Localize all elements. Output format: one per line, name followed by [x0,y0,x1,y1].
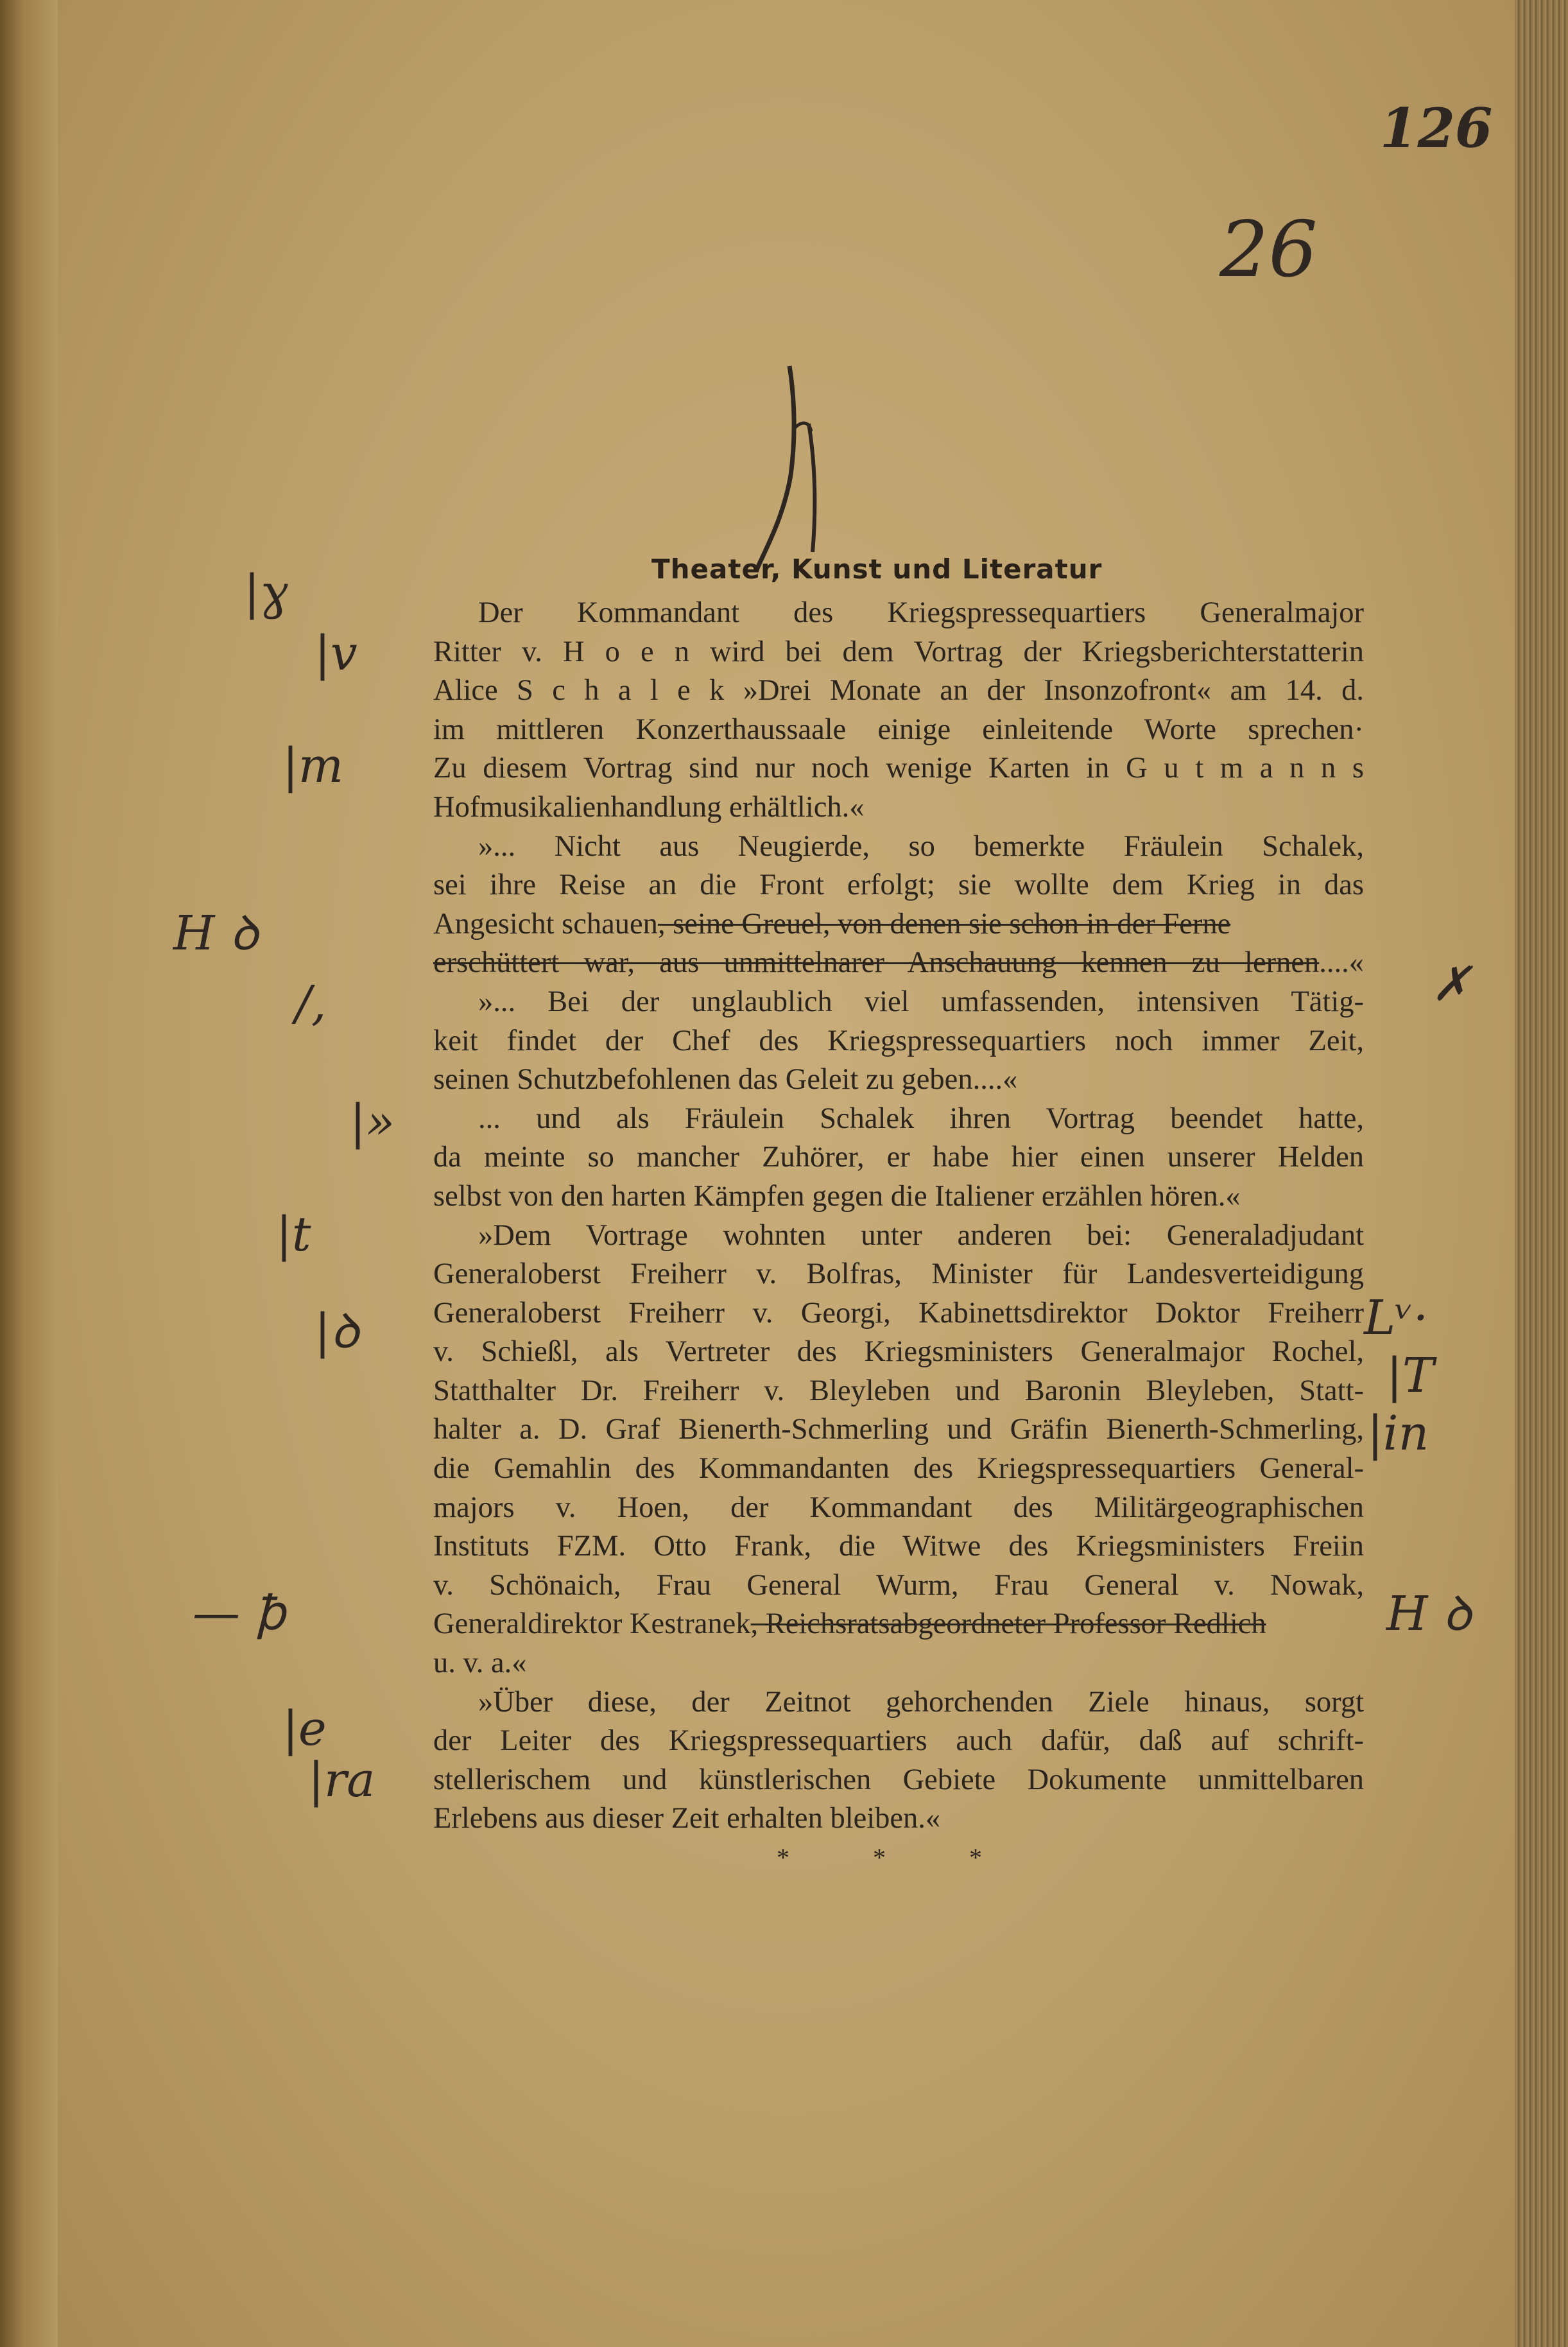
line-text: »Über diese, der Zeitnot gehorchenden Ziele hinaus, sorgt [478,1685,1364,1719]
line-text: ... und als Fräulein Schalek ihren Vortrag beendet hatte, [478,1102,1364,1135]
text-line [433,1100,1364,1139]
text-line [433,866,1364,905]
text-line [433,594,1364,633]
struck-text: , Reichsratsabgeordneter Professor Redlich [750,1607,1266,1641]
line-text: seinen Schutzbefohlenen das Geleit zu geben....« [433,1063,1018,1096]
line-text: da meinte so mancher Zuhörer, er habe hier einen unserer Helden [433,1141,1364,1174]
text-line [433,827,1364,867]
line-text: stellerischem und künstlerischen Gebiete Dokumente unmittelbaren [433,1763,1364,1796]
text-line [433,1410,1364,1450]
book-spine [0,0,58,2347]
line-text: der Leiter des Kriegspressequartiers auch dafür, daß auf schrift- [433,1724,1364,1758]
line-tail: ....« [1319,946,1364,980]
margin-note: |v [314,626,358,681]
struck-text: , seine Greuel, von denen sie schon in der Ferne [657,907,1231,940]
text-line [433,983,1364,1022]
handwritten-large-mark-icon [745,359,841,578]
struck-text: erschüttert war, aus unmittelnarer Anschauung kennen zu lernen [433,946,1320,980]
line-text: Erlebens aus dieser Zeit erhalten bleiben.« [433,1802,941,1835]
text-line [433,905,1364,944]
line-text: halter a. D. Graf Bienerth-Schmerling und Gräfin Bienerth-Schmerling, [433,1413,1364,1446]
margin-note: ✗ [1431,957,1472,1012]
line-text: majors v. Hoen, der Kommandant des Militärgeographischen [433,1491,1364,1524]
margin-note: |ra [308,1753,375,1808]
text-line [433,1372,1364,1411]
line-text: Generaldirektor Kestranek [433,1607,751,1641]
text-line [433,671,1364,711]
section-ornament: * * * [777,1843,1021,1872]
line-text: Generaloberst Freiherr v. Bolfras, Minister für Landesverteidigung [433,1258,1364,1291]
text-line [433,1138,1364,1177]
margin-note: |in [1367,1406,1429,1461]
text-line [433,633,1364,672]
margin-note: H ꝺ [173,906,259,961]
margin-note: |ꝺ [314,1304,359,1359]
margin-note: |e [282,1701,327,1756]
line-text: u. v. a.« [433,1647,527,1680]
margin-note: |ɣ [244,565,289,620]
margin-note: |T [1386,1348,1434,1403]
text-line [433,1022,1364,1061]
line-text: Hofmusikalienhandlung erhältlich.« [433,790,865,824]
text-line [433,1061,1364,1100]
line-text: Ritter v. H o e n wird bei dem Vortrag der Kriegsberichterstatterin [433,635,1364,668]
text-line [433,1722,1364,1761]
line-text: Angesicht schauen [433,907,658,940]
text-line [433,1799,1364,1839]
line-text: v. Schießl, als Vertreter des Kriegsministers Generalmajor Rochel, [433,1335,1364,1369]
line-text: sei ihre Reise an die Front erfolgt; sie wollte dem Krieg in das [433,869,1364,902]
text-line [433,1683,1364,1722]
text-line [433,1450,1364,1489]
line-text: im mittleren Konzerthaussaale einige einleitende Worte sprechen· [433,713,1364,746]
page-edges [1515,0,1568,2347]
text-line [433,1294,1364,1333]
folio-number: 126 [1380,96,1493,160]
margin-note: |» [350,1095,395,1150]
margin-note: /, [295,976,327,1031]
line-text: Zu diesem Vortrag sind nur noch wenige Karten in G u t m a n n s [433,752,1364,785]
text-line [433,1605,1364,1644]
margin-note: H ꝺ [1386,1586,1472,1641]
text-line [433,1333,1364,1372]
line-text: Generaloberst Freiherr v. Georgi, Kabinettsdirektor Doktor Freiherr [433,1296,1364,1329]
article-heading: Theater, Kunst und Literatur [651,553,1103,585]
margin-note: |t [276,1207,311,1262]
text-line [433,1527,1364,1566]
text-line [433,1177,1364,1217]
line-text: die Gemahlin des Kommandanten des Kriegspressequartiers General- [433,1452,1364,1485]
line-text: »Dem Vortrage wohnten unter anderen bei: Generaladjudant [478,1218,1364,1252]
article-body [433,594,1364,1878]
margin-note: |m [282,738,344,793]
text-line [433,711,1364,750]
text-line [433,1761,1364,1800]
text-line [433,749,1364,788]
text-line [433,1217,1364,1256]
line-text: Alice S c h a l e k »Drei Monate an der Insonzofront« am 14. d. [433,674,1364,707]
line-text: v. Schönaich, Frau General Wurm, Frau General v. Nowak, [433,1568,1364,1602]
line-text: Statthalter Dr. Freiherr v. Bleyleben und Baronin Bleyleben, Statt- [433,1374,1364,1407]
text-line [433,1489,1364,1528]
text-line [433,1644,1364,1683]
line-text: keit findet der Chef des Kriegspressequartiers noch immer Zeit, [433,1024,1364,1057]
line-text: selbst von den harten Kämpfen gegen die Italiener erzählen hören.« [433,1179,1241,1213]
text-line [433,944,1364,983]
margin-note: — ꝥ [193,1586,286,1641]
text-line [433,1566,1364,1606]
line-text: Der Kommandant des Kriegspressequartiers Generalmajor [478,596,1364,629]
text-line [433,1255,1364,1294]
line-text: Instituts FZM. Otto Frank, die Witwe des Kriegsministers Freiin [433,1530,1364,1563]
page-number-handwritten: 26 [1219,205,1318,295]
line-text: »... Nicht aus Neugierde, so bemerkte Fräulein Schalek, [478,829,1364,863]
text-line [433,788,1364,827]
margin-note: Lᵛ· [1364,1290,1429,1346]
line-text: »... Bei der unglaublich viel umfassenden, intensiven Tätig- [478,985,1364,1018]
